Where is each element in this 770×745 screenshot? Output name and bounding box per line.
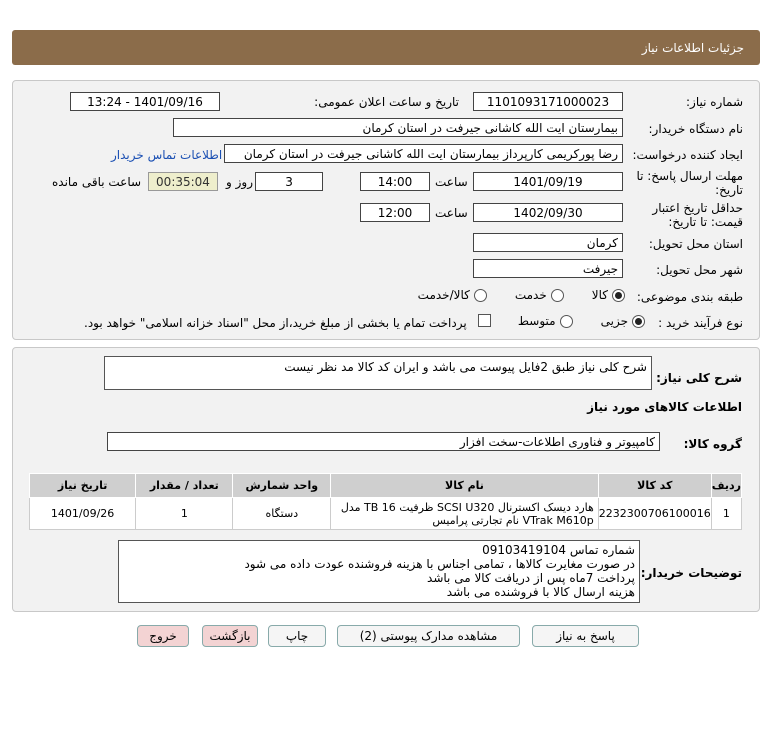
process-label: نوع فرآیند خرید : <box>658 316 743 330</box>
buyer-org-label: نام دستگاه خریدار: <box>648 122 743 136</box>
category-option-goods[interactable]: کالا <box>592 288 625 302</box>
buyer-org-field: بیمارستان ایت الله کاشانی جیرفت در استان کرمان <box>173 118 623 137</box>
payment-note: پرداخت تمام یا بخشی از مبلغ خرید،از محل "اسناد خزانه اسلامی" خواهد بود. <box>84 316 467 330</box>
goods-table <box>29 473 742 530</box>
days-field: 3 <box>255 172 323 191</box>
buyer-note-line: شماره تماس 09103419104 <box>482 543 635 557</box>
buyer-note-line: پرداخت 7ماه پس از دریافت کالا می باشد <box>427 571 635 585</box>
deadline-label-2: تاریخ: <box>715 183 743 197</box>
deadline-time-field: 14:00 <box>360 172 430 191</box>
category-option-goods-service[interactable]: کالا/خدمت <box>418 288 487 302</box>
page-header <box>12 30 760 65</box>
print-button[interactable]: چاپ <box>268 625 326 647</box>
city-label: شهر محل تحویل: <box>656 263 743 277</box>
goods-group-label: گروه کالا: <box>683 437 742 451</box>
radio-icon[interactable] <box>474 289 487 302</box>
province-field: کرمان <box>473 233 623 252</box>
goods-group-field: کامپیوتر و فناوری اطلاعات-سخت افزار <box>107 432 660 451</box>
cell-unit: دستگاه <box>233 498 331 530</box>
reply-button[interactable]: پاسخ به نیاز <box>532 625 639 647</box>
announce-field: 1401/09/16 - 13:24 <box>70 92 220 111</box>
process-option-minor[interactable]: جزیی <box>601 314 645 328</box>
exit-button[interactable]: خروج <box>137 625 189 647</box>
remaining-label: ساعت باقی مانده <box>52 175 142 189</box>
attachments-button[interactable]: مشاهده مدارک پیوستی (2) <box>337 625 520 647</box>
summary-text: شرح کلی نیاز طبق 2فایل پیوست می باشد و ایران کد کالا مد نظر نیست <box>284 360 647 374</box>
days-word: روز و <box>226 175 253 189</box>
radio-icon[interactable] <box>560 315 573 328</box>
cell-row: 1 <box>711 498 741 530</box>
table-row[interactable] <box>30 498 742 530</box>
validity-date-field: 1402/09/30 <box>473 203 623 222</box>
announce-label: تاریخ و ساعت اعلان عمومی: <box>314 95 459 109</box>
creator-label: ایجاد کننده درخواست: <box>632 148 743 162</box>
category-label: طبقه بندی موضوعی: <box>636 290 743 304</box>
deadline-label: مهلت ارسال پاسخ: تا <box>636 169 743 183</box>
buyer-contact-link[interactable]: اطلاعات تماس خریدار <box>111 148 223 162</box>
goods-info-title: اطلاعات کالاهای مورد نیاز <box>587 400 742 414</box>
col-row: ردیف <box>711 474 741 498</box>
need-number-field: 1101093171000023 <box>473 92 623 111</box>
process-options <box>518 314 645 328</box>
page-title: جزئیات اطلاعات نیاز <box>641 40 744 55</box>
radio-selected-icon[interactable] <box>632 315 645 328</box>
cell-date: 1401/09/26 <box>30 498 136 530</box>
col-date: تاریخ نیاز <box>30 474 136 498</box>
need-number-label: شماره نیاز: <box>686 95 743 109</box>
col-unit: واحد شمارش <box>233 474 331 498</box>
remaining-timer: 00:35:04 <box>148 172 218 191</box>
col-qty: تعداد / مقدار <box>136 474 233 498</box>
cell-code: 2232300706100016 <box>598 498 711 530</box>
buyer-notes-label: توضیحات خریدار: <box>640 566 742 580</box>
checkbox-icon[interactable] <box>478 314 491 327</box>
validity-label: حداقل تاریخ اعتبار <box>652 201 743 215</box>
deadline-time-word: ساعت <box>435 175 468 189</box>
table-header-row <box>30 474 742 498</box>
treasury-checkbox[interactable] <box>478 314 491 330</box>
process-option-medium[interactable]: متوسط <box>518 314 573 328</box>
buyer-note-line: در صورت مغایرت کالاها ، تمامی اجناس با هزینه فروشنده عودت داده می شود <box>244 557 635 571</box>
category-options <box>418 288 625 302</box>
buyer-note-line: هزینه ارسال کالا با فروشنده می باشد <box>446 585 635 599</box>
cell-name: هارد دیسک اکسترنال SCSI U320 ظرفیت 16 TB مدل VTrak M610p نام تجارتی پرامیس <box>331 498 599 530</box>
col-name: نام کالا <box>331 474 599 498</box>
summary-field <box>104 356 652 390</box>
col-code: کد کالا <box>598 474 711 498</box>
radio-icon[interactable] <box>551 289 564 302</box>
city-field: جیرفت <box>473 259 623 278</box>
back-button[interactable]: بازگشت <box>202 625 258 647</box>
cell-qty: 1 <box>136 498 233 530</box>
creator-field: رضا پورکریمی کارپرداز بیمارستان ایت الله کاشانی جیرفت در استان کرمان <box>224 144 623 163</box>
radio-selected-icon[interactable] <box>612 289 625 302</box>
deadline-date-field: 1401/09/19 <box>473 172 623 191</box>
summary-label: شرح کلی نیاز: <box>656 371 742 385</box>
validity-time-field: 12:00 <box>360 203 430 222</box>
buyer-notes-field <box>118 540 640 603</box>
validity-time-word: ساعت <box>435 206 468 220</box>
validity-label-2: قیمت: تا تاریخ: <box>668 215 743 229</box>
category-option-service[interactable]: خدمت <box>515 288 564 302</box>
province-label: استان محل تحویل: <box>648 237 743 251</box>
